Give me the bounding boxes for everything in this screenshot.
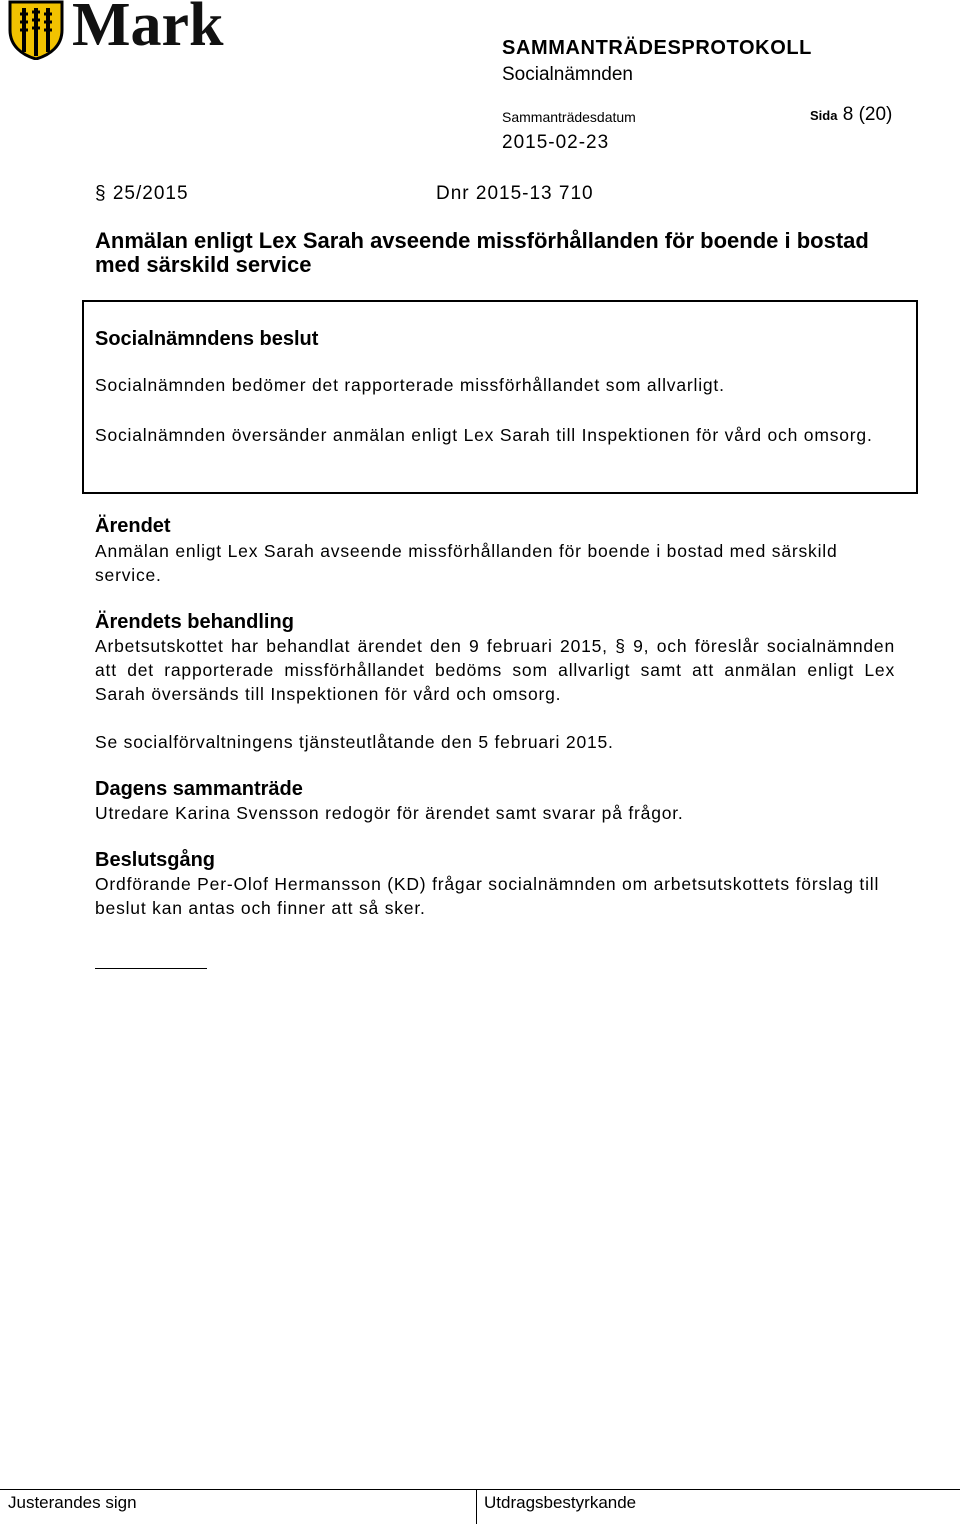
- signature-line: [95, 968, 207, 969]
- decision-heading: Socialnämndens beslut: [95, 328, 319, 350]
- case-dnr: Dnr 2015-13 710: [436, 183, 594, 204]
- document-title: SAMMANTRÄDESPROTOKOLL: [502, 37, 813, 59]
- page-label: Sida: [810, 108, 838, 123]
- meeting-date-label: Sammanträdesdatum: [502, 109, 636, 125]
- case-title: Anmälan enligt Lex Sarah avseende missförhållanden för boende i bostad med särskild service: [95, 228, 869, 277]
- arendet-heading: Ärendet: [95, 515, 171, 537]
- footer-rule: [0, 1489, 960, 1490]
- case-number: [95, 182, 189, 206]
- logo-wordmark: Mark: [72, 0, 224, 59]
- behandling-heading: Ärendets behandling: [95, 611, 294, 633]
- meeting-date: 2015-02-23: [502, 132, 610, 153]
- arendet-text: Anmälan enligt Lex Sarah avseende missförhållanden för boende i bostad med särskild service.: [95, 541, 838, 585]
- behandling-reference: Se socialförvaltningens tjänsteutlåtande den 5 februari 2015.: [95, 732, 614, 752]
- footer-divider: [476, 1489, 477, 1524]
- paragraph-symbol: §: [95, 183, 107, 204]
- page-value: 8 (20): [842, 104, 893, 125]
- case-number-value: 25/2015: [112, 183, 189, 204]
- behandling-text: Arbetsutskottet har behandlat ärendet den 9 februari 2015, § 9, och föreslår socialnämnden att det rapporterade missförhållandet bedöms som allvarligt samt att anmälan enligt Lex Sarah översänds till Inspektionen för vård och omsorg.: [95, 636, 895, 704]
- footer-utdragsbestyrkande: Utdragsbestyrkande: [484, 1493, 637, 1512]
- dagens-text: Utredare Karina Svensson redogör för ärendet samt svarar på frågor.: [95, 803, 684, 823]
- footer-justerandes-sign: Justerandes sign: [8, 1493, 137, 1512]
- coat-of-arms-icon: [6, 0, 66, 60]
- beslut-text: Ordförande Per-Olof Hermansson (KD) frågar socialnämnden om arbetsutskottets förslag till beslut kan antas och finner att så sker.: [95, 874, 880, 918]
- dagens-heading: Dagens sammanträde: [95, 778, 303, 800]
- decision-line-2: Socialnämnden översänder anmälan enligt Lex Sarah till Inspektionen för vård och omsorg.: [95, 425, 873, 445]
- organization-name: Socialnämnden: [502, 64, 633, 85]
- page-indicator: [810, 104, 892, 127]
- municipality-logo: [6, 0, 238, 62]
- decision-line-1: Socialnämnden bedömer det rapporterade missförhållandet som allvarligt.: [95, 375, 725, 395]
- beslut-heading: Beslutsgång: [95, 849, 216, 871]
